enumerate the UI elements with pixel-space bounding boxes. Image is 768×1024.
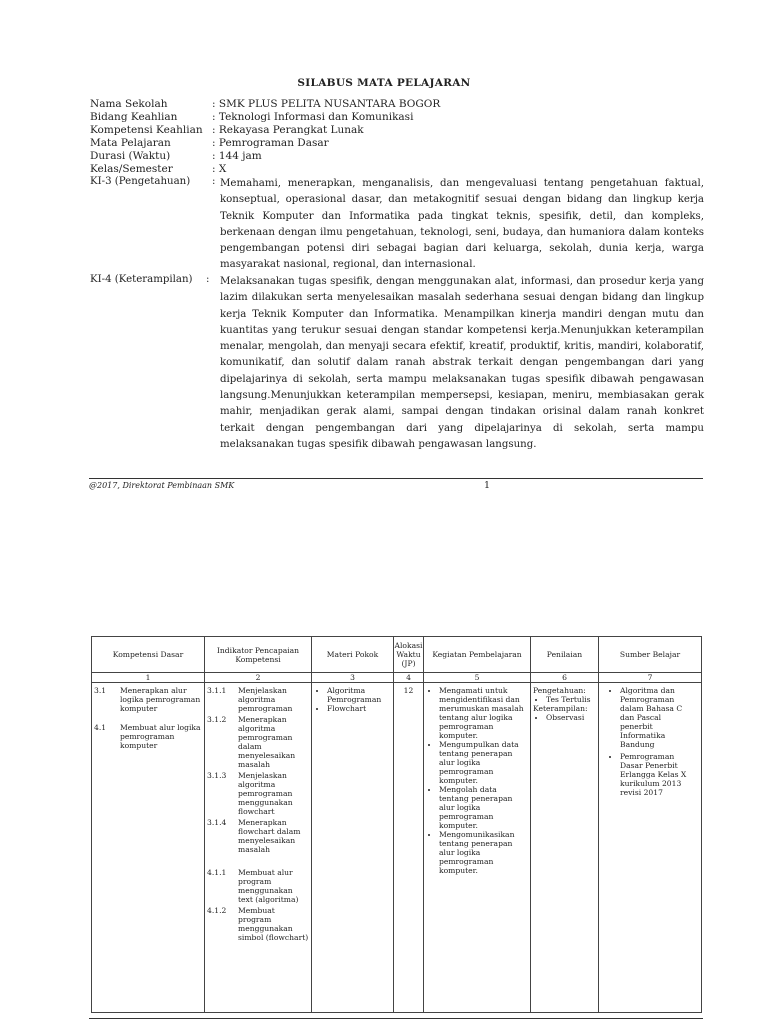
ki4-separator: :: [206, 274, 210, 285]
cell-penilaian: [531, 683, 599, 1013]
cell-alokasi-waktu: [394, 683, 424, 1013]
header-penilaian: Penilaian: [531, 637, 599, 673]
footer-copyright: @2017, Direktorat Pembinaan SMK: [89, 481, 235, 490]
cell-materi-pokok: [312, 683, 394, 1013]
info-value: : Teknologi Informasi dan Komunikasi: [212, 111, 414, 123]
kegiatan-item: • Mengumpulkan data tentang penerapan alur logika pemrograman komputer.: [439, 740, 528, 785]
alokasi-value: 12: [403, 686, 414, 695]
header-indikator: Indikator Pencapaian Kompetensi: [205, 637, 312, 673]
kegiatan-item: • Mengomunikasikan tentang penerapan alur logika pemrograman komputer.: [439, 830, 528, 875]
ipk-item: [207, 715, 309, 769]
ipk-item: [207, 818, 309, 854]
ipk-text: Menjelaskan algoritma pemrograman: [238, 686, 293, 713]
cell-kegiatan: [424, 683, 531, 1013]
ipk-text: Menerapkan flowchart dalam menyelesaikan masalah: [238, 818, 301, 854]
ki4-text: Melaksanakan tugas spesifik, dengan menggunakan alat, informasi, dan prosedur kerja yang lazim dilakukan serta menyelesaikan masalah sederhana sesuai dengan bidang dan lingkup kerja Teknik Komputer dan Informatika. Menampilkan kinerja mandiri dengan mutu dan kuantitas yang terukur sesuai dengan standar kompetensi kerja.Menunjukkan keterampilan menalar, mengolah, dan menyaji secara efektif, kreatif, produktif, kritis, mandiri, kolaboratif, komunikatif, dan solutif dalam ranah abstrak terkait dengan pengembangan dari yang dipelajarinya di sekolah, serta mampu melaksanakan tugas spesifik dibawah pengawasan langsung.Menunjukkan keterampilan mempersepsi, kesiapan, meniru, membiasakan gerak mahir, menjadikan gerak alami, sampai dengan tindakan orisinal dalam ranah konkret terkait dengan pengembangan dari yang dipelajarinya di sekolah, serta mampu melaksanakan tugas spesifik dibawah pengawasan langsung.: [220, 276, 704, 450]
cell-kompetensi-dasar: [92, 683, 205, 1013]
kd-number: 3.1: [94, 686, 107, 695]
ipk-text: Menjelaskan algoritma pemrograman menggunakan flowchart: [238, 771, 293, 816]
kegiatan-item: • Mengolah data tentang penerapan alur logika pemrograman komputer.: [439, 785, 528, 830]
penilaian-item: • Tes Tertulis: [546, 695, 596, 704]
footer-divider: [89, 478, 703, 479]
info-label: Bidang Keahlian: [90, 111, 178, 123]
ipk-number: 3.1.1: [207, 686, 227, 695]
materi-item: • Algoritma Pemrograman: [327, 686, 391, 704]
kegiatan-item: • Mengamati untuk mengidentifikasi dan merumuskan masalah tentang alur logika pemrograman komputer.: [439, 686, 528, 740]
ipk-item: [207, 686, 309, 713]
ipk-text: Menerapkan algoritma pemrograman dalam menyelesaikan masalah: [238, 715, 296, 769]
sumber-item: • Algoritma dan Pemrograman dalam Bahasa C dan Pascal penerbit Informatika Bandung: [620, 686, 695, 749]
cell-indikator: [205, 683, 312, 1013]
info-label: Nama Sekolah: [90, 98, 168, 110]
info-label: Durasi (Waktu): [90, 150, 171, 162]
ipk-item: [207, 906, 309, 942]
kd-item: [94, 686, 202, 713]
materi-item: • Flowchart: [327, 704, 391, 713]
info-value: : Rekayasa Perangkat Lunak: [212, 124, 364, 136]
info-value: : Pemrograman Dasar: [212, 137, 329, 149]
info-label: Kompetensi Keahlian: [90, 124, 203, 136]
sumber-item: • Pemrograman Dasar Penerbit Erlangga Kelas X kurikulum 2013 revisi 2017: [620, 752, 695, 797]
document-title: SILABUS MATA PELAJARAN: [297, 77, 471, 89]
ki3-label: KI-3 (Pengetahuan): [90, 176, 191, 187]
column-number: 3: [312, 673, 394, 683]
header-kompetensi-dasar: Kompetensi Dasar: [92, 637, 205, 673]
info-value: : X: [212, 163, 227, 175]
table-row: [92, 683, 702, 1013]
header-materi-pokok: Materi Pokok: [312, 637, 394, 673]
header-sumber-belajar: Sumber Belajar: [599, 637, 702, 673]
info-label: Mata Pelajaran: [90, 137, 171, 149]
column-number: 7: [599, 673, 702, 683]
cell-sumber-belajar: [599, 683, 702, 1013]
ipk-number: 3.1.4: [207, 818, 227, 827]
page-footer: [89, 481, 703, 490]
kd-text: Membuat alur logika pemrograman komputer: [120, 723, 201, 750]
ipk-number: 4.1.2: [207, 906, 227, 915]
ipk-number: 3.1.3: [207, 771, 227, 780]
info-value: : 144 jam: [212, 150, 262, 162]
ipk-number: 3.1.2: [207, 715, 227, 724]
ipk-text: Membuat alur program menggunakan text (algoritma): [238, 868, 299, 904]
column-number: 2: [205, 673, 312, 683]
header-kegiatan: Kegiatan Pembelajaran: [424, 637, 531, 673]
ipk-item: [207, 868, 309, 904]
column-number: 6: [531, 673, 599, 683]
table-number-row: [92, 673, 702, 683]
header-alokasi-waktu: Alokasi Waktu (JP): [394, 637, 424, 673]
penilaian-heading: Keterampilan:: [533, 704, 588, 713]
table-header-row: [92, 637, 702, 673]
info-value: : SMK PLUS PELITA NUSANTARA BOGOR: [212, 98, 441, 110]
column-number: 4: [394, 673, 424, 683]
page-number: 1: [484, 480, 491, 491]
ipk-text: Membuat program menggunakan simbol (flowchart): [238, 906, 309, 942]
ki3-separator: :: [212, 176, 216, 187]
syllabus-table: [91, 636, 702, 1013]
kd-text: Menerapkan alur logika pemrograman komputer: [120, 686, 201, 713]
ki4-label: KI-4 (Keterampilan): [90, 274, 193, 285]
kd-item: [94, 723, 202, 750]
column-number: 5: [424, 673, 531, 683]
penilaian-heading: Pengetahuan:: [533, 686, 586, 695]
kd-number: 4.1: [94, 723, 107, 732]
ki3-text: Memahami, menerapkan, menganalisis, dan mengevaluasi tentang pengetahuan faktual, konseptual, operasional dasar, dan metakognitif sesuai dengan bidang dan lingkup kerja Teknik Komputer dan Informatika pada tingkat teknis, spesifik, detil, dan kompleks, berkenaan dengan ilmu pengetahuan, teknologi, seni, budaya, dan humaniora dalam konteks pengembangan potensi diri sebagai bagian dari keluarga, sekolah, dunia kerja, warga masyarakat nasional, regional, dan internasional.: [220, 178, 704, 271]
ipk-item: [207, 771, 309, 816]
penilaian-item: • Observasi: [546, 713, 596, 722]
ipk-number: 4.1.1: [207, 868, 227, 877]
bottom-divider: [89, 1018, 703, 1019]
info-label: Kelas/Semester: [90, 163, 173, 175]
column-number: 1: [92, 673, 205, 683]
